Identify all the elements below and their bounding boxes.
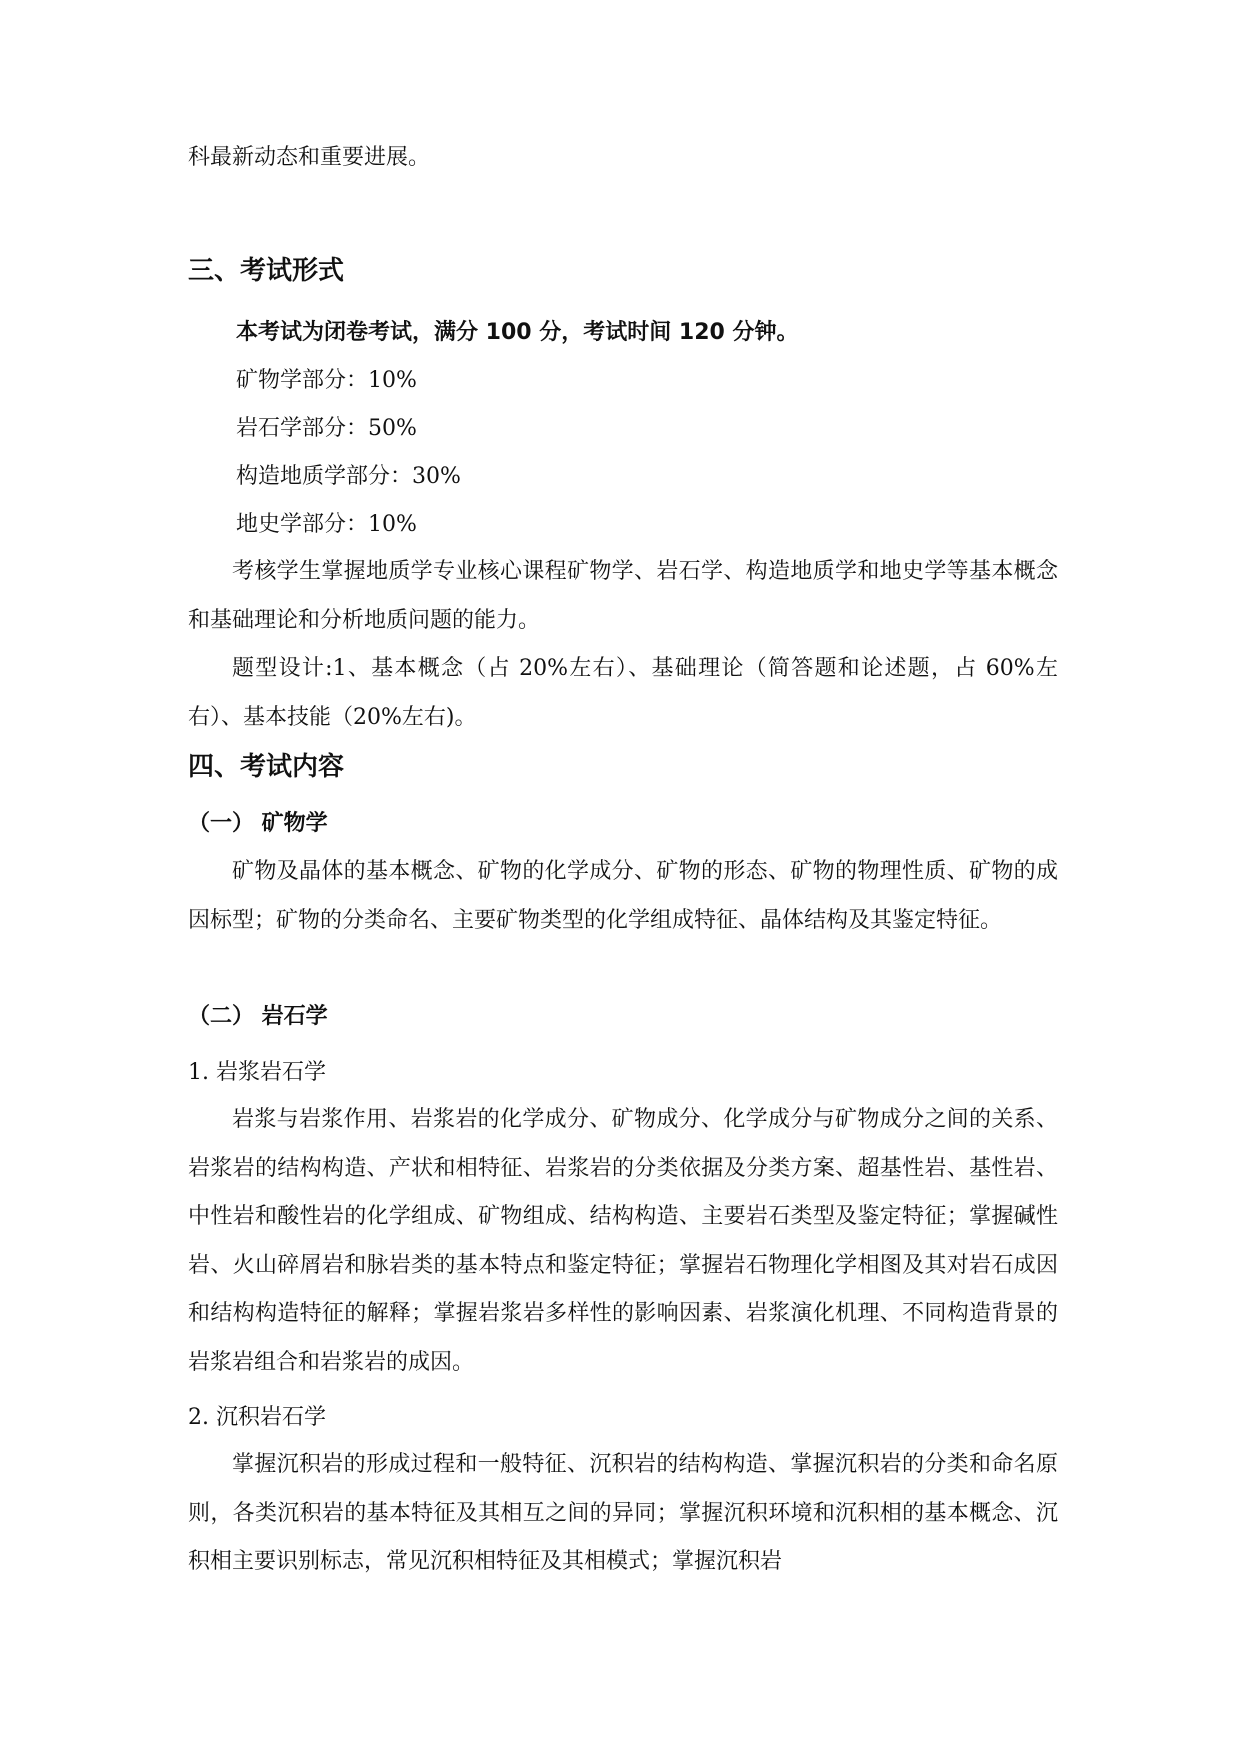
continued-paragraph-line: 科最新动态和重要进展。 (188, 145, 431, 170)
assessment-text: 考核学生掌握地质学专业核心课程矿物学、岩石学、构造地质学和地史学等基本概念和基础理论和分析地质问题的能力。 (188, 559, 1058, 633)
score-petrology: 岩石学部分：50% (236, 416, 417, 441)
question-types-paragraph (188, 645, 1058, 742)
question-types-text: 题型设计:1、基本概念（占 20%左右）、基础理论（简答题和论述题，占 60%左右）、基本技能（20%左右)。 (188, 656, 1058, 730)
score-structural-geology: 构造地质学部分：30% (236, 464, 461, 489)
sedimentary-petrology-paragraph (188, 1441, 1058, 1587)
score-mineralogy: 矿物学部分：10% (236, 368, 417, 393)
score-historical-geology: 地史学部分：10% (236, 512, 417, 537)
subsection-heading-petrology: （二） 岩石学 (188, 1004, 328, 1029)
igneous-petrology-text: 岩浆与岩浆作用、岩浆岩的化学成分、矿物成分、化学成分与矿物成分之间的关系、岩浆岩的结构构造、产状和相特征、岩浆岩的分类依据及分类方案、超基性岩、基性岩、中性岩和酸性岩的化学组成、矿物组成、结构构造、主要岩石类型及鉴定特征；掌握碱性岩、火山碎屑岩和脉岩类的基本特点和鉴定特征；掌握岩石物理化学相图及其对岩石成因和结构构造特征的解释；掌握岩浆岩多样性的影响因素、岩浆演化机理、不同构造背景的岩浆岩组合和岩浆岩的成因。 (188, 1107, 1058, 1375)
igneous-petrology-paragraph (188, 1096, 1058, 1387)
item-heading-sedimentary-petrology: 2. 沉积岩石学 (188, 1405, 326, 1430)
item-heading-igneous-petrology: 1. 岩浆岩石学 (188, 1060, 326, 1085)
section-heading-exam-content: 四、考试内容 (188, 752, 345, 782)
assessment-paragraph (188, 548, 1058, 645)
mineralogy-paragraph (188, 848, 1058, 945)
section-heading-exam-form: 三、考试形式 (188, 256, 345, 286)
exam-rule-text: 本考试为闭卷考试，满分 100 分，考试时间 120 分钟。 (236, 320, 799, 345)
sedimentary-petrology-text: 掌握沉积岩的形成过程和一般特征、沉积岩的结构构造、掌握沉积岩的分类和命名原则，各类沉积岩的基本特征及其相互之间的异同；掌握沉积环境和沉积相的基本概念、沉积相主要识别标志，常见沉积相特征及其相模式；掌握沉积岩 (188, 1452, 1058, 1574)
mineralogy-text: 矿物及晶体的基本概念、矿物的化学成分、矿物的形态、矿物的物理性质、矿物的成因标型；矿物的分类命名、主要矿物类型的化学组成特征、晶体结构及其鉴定特征。 (188, 859, 1058, 933)
subsection-heading-mineralogy: （一） 矿物学 (188, 811, 328, 836)
